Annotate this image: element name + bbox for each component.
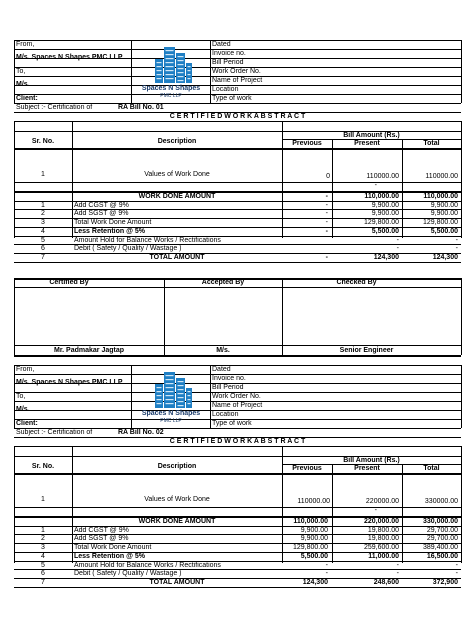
row-present-amount: 220,000.00 [363, 518, 399, 525]
grid-line [14, 473, 461, 475]
grid-line [14, 148, 461, 150]
row-total-amount: 110,000.00 [423, 193, 458, 200]
row-total-amount: 330,000.00 [422, 518, 458, 525]
grid-line [461, 121, 462, 148]
row-present-amount: 19,800.00 [367, 526, 399, 534]
row-previous-amount: 9,900.00 [300, 526, 328, 534]
grid-line [164, 278, 165, 355]
row-total-amount: - [455, 245, 458, 253]
row-total-amount: 29,700.00 [426, 535, 458, 543]
row-sr-number: 5 [41, 236, 45, 244]
grid-line [14, 121, 461, 122]
column-header-description: Description [157, 463, 197, 470]
client-label: Client: [16, 420, 38, 427]
value-row-description: Values of Work Done [144, 171, 210, 178]
row-previous-amount: - [325, 561, 328, 569]
grid-line [14, 40, 15, 103]
row-present-amount: 5,500.00 [371, 227, 399, 235]
header-field-label: Name of Project [212, 77, 263, 84]
row-sr-number: 5 [41, 561, 45, 569]
row-total-amount: - [455, 236, 458, 244]
row-sr-number: 2 [41, 210, 45, 218]
logo-subtitle: PMC LLP [160, 93, 182, 99]
row-sr-number: 1 [41, 201, 45, 209]
header-field-label: Location [212, 86, 239, 93]
value-row-dash: - [374, 182, 377, 189]
value-row-present: 220000.00 [365, 498, 399, 505]
logo-subtitle: PMC LLP [160, 418, 182, 424]
checked-by-label: Checked By [336, 279, 377, 286]
row-sr-number: 3 [41, 219, 45, 227]
column-header-bill-amount: Bill Amount (Rs.) [343, 132, 400, 139]
row-present-amount: - [396, 236, 399, 244]
row-present-amount: - [396, 561, 399, 569]
value-row-total: 330000.00 [424, 498, 458, 505]
row-description: WORK DONE AMOUNT [138, 518, 216, 525]
column-header-previous: Previous [292, 465, 322, 472]
row-sr-number: 7 [41, 578, 45, 586]
header-field-label: Dated [212, 41, 231, 48]
header-field-label: Bill Period [212, 59, 244, 66]
value-row-sr: 1 [41, 496, 45, 503]
row-total-amount: 124,300 [432, 253, 458, 261]
row-present-amount: 9,900.00 [371, 210, 399, 218]
value-row-total: 110000.00 [425, 173, 458, 180]
row-description: Less Retention @ 5% [74, 552, 146, 560]
row-description: Less Retention @ 5% [74, 227, 146, 235]
value-row-description: Values of Work Done [144, 496, 210, 503]
header-field-label: Bill Period [212, 384, 244, 391]
row-total-amount: 129,800.00 [422, 219, 458, 227]
row-description: Debit ( Safety / Quality / Wastage ) [74, 570, 182, 578]
buildings-icon [141, 368, 201, 408]
value-row-previous: 110000.00 [297, 498, 330, 505]
header-field-label: Dated [212, 366, 231, 373]
row-previous-amount: - [325, 227, 328, 235]
value-row-dash: - [374, 507, 377, 514]
to-label: To, [16, 68, 26, 75]
grid-line [14, 365, 461, 366]
row-total-amount: 389,400.00 [422, 544, 458, 552]
header-field-label: Location [212, 411, 239, 418]
row-description: WORK DONE AMOUNT [138, 193, 216, 200]
row-total-amount: 372,900 [432, 578, 458, 586]
column-header-total: Total [423, 140, 440, 147]
subject-line: Subject :- Certification of [16, 104, 93, 111]
row-description: TOTAL AMOUNT [149, 253, 205, 261]
row-sr-number: 6 [41, 570, 45, 578]
row-present-amount: - [396, 245, 399, 253]
row-present-amount: 11,000.00 [368, 552, 399, 560]
column-header-total: Total [423, 465, 440, 472]
row-sr-number: 2 [41, 535, 45, 543]
to-label: To, [16, 393, 26, 400]
from-label: From, [16, 41, 35, 48]
from-label: From, [16, 366, 35, 373]
grid-line [14, 278, 15, 355]
row-description: Add SGST @ 9% [74, 535, 129, 543]
company-logo [141, 368, 201, 426]
grid-line [14, 287, 461, 288]
row-total-amount: 9,900.00 [430, 210, 458, 218]
grid-line [14, 446, 461, 447]
row-present-amount: 9,900.00 [371, 201, 399, 209]
value-row-sr: 1 [41, 171, 45, 178]
row-description: Add CGST @ 9% [74, 526, 129, 534]
grid-line [14, 507, 461, 508]
grid-line [461, 148, 462, 238]
row-sr-number: 6 [41, 245, 45, 253]
row-previous-amount: 110,000.00 [293, 518, 328, 525]
row-description: Total Work Done Amount [74, 544, 152, 552]
grid-line [131, 365, 132, 428]
row-total-amount: 16,500.00 [426, 552, 458, 560]
recipient-company-label: M/s. [16, 81, 30, 88]
row-previous-amount: - [325, 570, 328, 578]
grid-line [14, 182, 461, 183]
grid-line [461, 278, 462, 355]
value-row-present: 110000.00 [366, 173, 399, 180]
row-total-amount: 29,700.00 [426, 526, 458, 534]
ra-bill-number: RA Bill No. 01 [118, 104, 164, 111]
column-header-bill-amount: Bill Amount (Rs.) [343, 457, 400, 464]
row-total-amount: 9,900.00 [430, 201, 458, 209]
certified-by-label: Certified By [49, 279, 89, 286]
column-header-description: Description [157, 138, 197, 145]
header-field-label: Work Order No. [212, 393, 261, 400]
row-present-amount: 110,000.00 [364, 193, 399, 200]
row-description: Debit ( Safety / Quality / Wastage ) [74, 245, 182, 253]
row-sr-number: 7 [41, 253, 45, 261]
column-header-sr-no: Sr. No. [31, 463, 55, 470]
row-present-amount: 248,600 [373, 578, 399, 586]
grid-line [461, 446, 462, 473]
recipient-company-label: M/s. [16, 406, 30, 413]
row-sr-number: 4 [41, 552, 45, 560]
row-previous-amount: 9,900.00 [300, 535, 328, 543]
row-previous-amount: - [325, 253, 328, 261]
row-previous-amount: 5,500.00 [300, 552, 328, 560]
header-field-label: Name of Project [212, 402, 263, 409]
row-total-amount: - [455, 570, 458, 578]
row-total-amount: - [455, 561, 458, 569]
grid-line [210, 40, 211, 103]
row-present-amount: 19,800.00 [367, 535, 399, 543]
row-previous-amount: - [325, 201, 328, 209]
grid-line [72, 473, 73, 563]
row-present-amount: 259,600.00 [363, 544, 399, 552]
value-row-previous: 0 [326, 173, 330, 180]
header-field-label: Invoice no. [212, 50, 246, 57]
header-field-label: Type of work [212, 420, 252, 427]
row-previous-amount: - [325, 193, 328, 200]
grid-line [461, 365, 462, 428]
accepted-by-label: Accepted By [201, 279, 245, 286]
row-present-amount: 129,800.00 [363, 219, 399, 227]
grid-line [461, 473, 462, 563]
ra-bill-number: RA Bill No. 02 [118, 429, 164, 436]
row-previous-amount: 124,300 [302, 578, 328, 586]
grid-line [14, 40, 461, 41]
row-description: TOTAL AMOUNT [149, 578, 205, 586]
column-header-sr-no: Sr. No. [31, 138, 55, 145]
grid-line [72, 148, 73, 238]
row-present-amount: - [396, 570, 399, 578]
row-description: Add SGST @ 9% [74, 210, 129, 218]
row-total-amount: 5,500.00 [430, 227, 458, 235]
row-previous-amount: - [325, 210, 328, 218]
row-previous-amount: 129,800.00 [292, 544, 328, 552]
row-sr-number: 1 [41, 526, 45, 534]
grid-line [282, 278, 283, 355]
header-field-label: Work Order No. [212, 68, 261, 75]
row-sr-number: 4 [41, 227, 45, 235]
certifier-name: Mr. Padmakar Jagtap [53, 347, 125, 354]
sender-company-name: M/s. Spaces N Shapes PMC LLP [16, 379, 123, 386]
row-description: Amount Hold for Balance Works / Rectifications [74, 561, 221, 569]
grid-line [131, 40, 132, 103]
grid-line [461, 40, 462, 103]
row-present-amount: 124,300 [373, 253, 399, 261]
logo-wordmark: Spaces N Shapes [141, 85, 201, 92]
row-sr-number: 3 [41, 544, 45, 552]
subject-line: Subject :- Certification of [16, 429, 93, 436]
acceptor-name: M/s. [216, 347, 230, 354]
company-logo [141, 43, 201, 101]
client-label: Client: [16, 95, 38, 102]
column-header-present: Present [354, 465, 380, 472]
row-description: Amount Hold for Balance Works / Rectifications [74, 236, 221, 244]
header-field-label: Type of work [212, 95, 252, 102]
row-previous-amount: - [325, 219, 328, 227]
logo-wordmark: Spaces N Shapes [141, 410, 201, 417]
grid-line [210, 365, 211, 428]
row-description: Total Work Done Amount [74, 219, 152, 227]
column-header-present: Present [354, 140, 380, 147]
buildings-icon [141, 43, 201, 83]
column-header-previous: Previous [292, 140, 322, 147]
abstract-title: C E R T I F I E D W O R K A B S T R A C T [169, 113, 306, 120]
grid-line [14, 355, 461, 357]
sender-company-name: M/s. Spaces N Shapes PMC LLP [16, 54, 123, 61]
checker-designation: Senior Engineer [339, 347, 394, 354]
abstract-title: C E R T I F I E D W O R K A B S T R A C T [169, 438, 306, 445]
grid-line [14, 365, 15, 428]
row-description: Add CGST @ 9% [74, 201, 129, 209]
header-field-label: Invoice no. [212, 375, 246, 382]
